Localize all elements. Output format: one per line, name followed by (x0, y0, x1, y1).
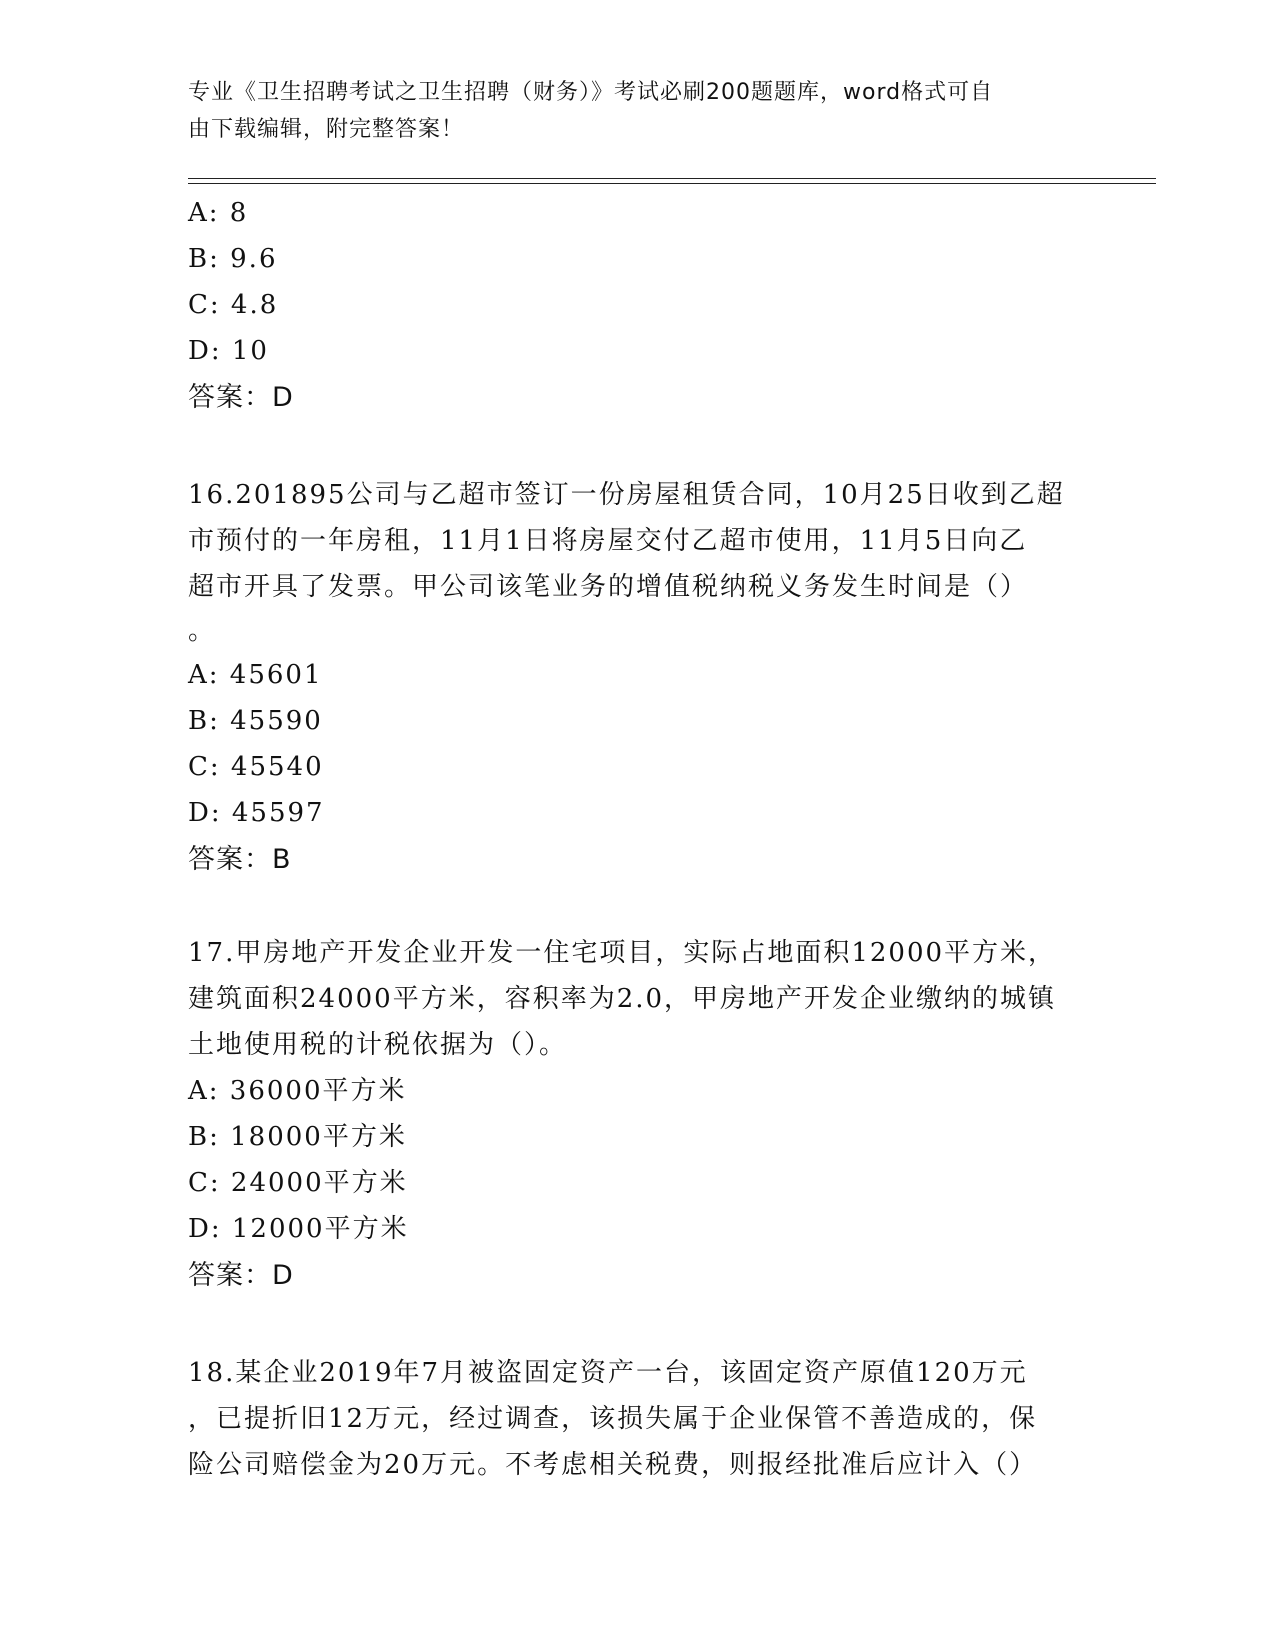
option-d: D: 10 (188, 336, 269, 366)
option-d: D: 45597 (188, 798, 325, 828)
question-17 (188, 930, 1088, 1300)
document-header (188, 74, 1088, 148)
answer: 答案：D (188, 382, 294, 413)
header-line-2: 由下载编辑，附完整答案！ (188, 117, 465, 142)
option-c: C: 24000平方米 (188, 1168, 408, 1198)
option-c: C: 45540 (188, 752, 324, 782)
header-divider-bottom (188, 183, 1156, 184)
question-text-line: 建筑面积24000平方米，容积率为2.0，甲房地产开发企业缴纳的城镇 (188, 984, 1057, 1014)
option-c: C: 4.8 (188, 290, 279, 320)
question-text-line: 土地使用税的计税依据为（）。 (188, 1030, 568, 1060)
header-divider-top (188, 178, 1156, 179)
question-text-line: ，已提折旧12万元，经过调查，该损失属于企业保管不善造成的，保 (188, 1404, 1038, 1434)
question-text-line: 17.甲房地产开发企业开发一住宅项目，实际占地面积12000平方米， (188, 938, 1057, 968)
option-b: B: 9.6 (188, 244, 278, 274)
question-text-line: 16.201895公司与乙超市签订一份房屋租赁合同，10月25日收到乙超 (188, 480, 1065, 510)
option-a: A: 45601 (188, 660, 323, 690)
question-15 (188, 190, 1088, 422)
question-text-line: 。 (188, 616, 217, 646)
option-d: D: 12000平方米 (188, 1214, 409, 1244)
answer: 答案：D (188, 1260, 294, 1291)
question-text-line: 超市开具了发票。甲公司该笔业务的增值税纳税义务发生时间是（） (188, 572, 1029, 602)
question-text-line: 险公司赔偿金为20万元。不考虑相关税费，则报经批准后应计入（） (188, 1450, 1038, 1480)
option-a: A: 8 (188, 198, 249, 228)
header-line-1: 专业《卫生招聘考试之卫生招聘（财务）》考试必刷200题题库，word格式可自 (188, 80, 994, 105)
question-list (188, 190, 1088, 1488)
question-text-line: 18.某企业2019年7月被盗固定资产一台，该固定资产原值120万元 (188, 1358, 1028, 1388)
answer: 答案：B (188, 844, 292, 875)
option-b: B: 18000平方米 (188, 1122, 407, 1152)
option-a: A: 36000平方米 (188, 1076, 407, 1106)
question-18 (188, 1350, 1088, 1488)
option-b: B: 45590 (188, 706, 323, 736)
question-text-line: 市预付的一年房租，11月1日将房屋交付乙超市使用，11月5日向乙 (188, 526, 1028, 556)
question-16 (188, 472, 1088, 884)
